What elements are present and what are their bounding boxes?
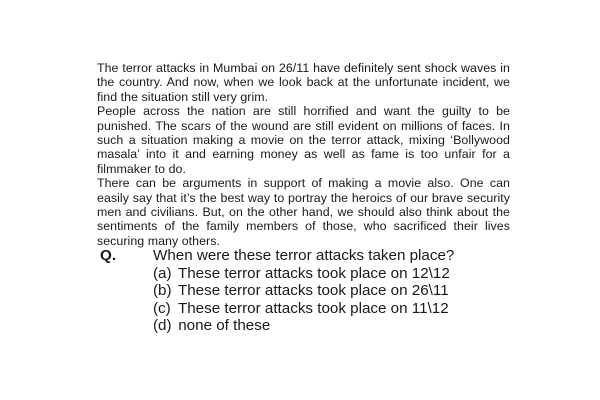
paragraph-1: The terror attacks in Mumbai on 26/11 have definitely sent shock waves in the country. And now, when we look back at the unfortunate incident, we find the situation still very grim. — [97, 61, 510, 104]
options-list — [153, 265, 520, 335]
option-b[interactable] — [153, 282, 520, 300]
paragraph-2: People across the nation are still horrified and want the guilty to be punished. The scars of the wound are still evident on millions of faces. In such a situation making a movie on the terror attack, mixing ‘Bollywood masala’ into it and earning money as well as fame is too unfair for a filmmaker to do. — [97, 104, 510, 176]
paragraph-3: There can be arguments in support of making a movie also. One can easily say that it’s the best way to portray the heroics of our brave security men and civilians. But, on the other hand, we should also think about the sentiments of the family members of those, who sacrificed their lives securing many others. — [97, 176, 510, 248]
option-a-text: These terror attacks took place on 12\12 — [177, 264, 450, 282]
option-c-key: (c) — [153, 299, 171, 317]
option-a-key: (a) — [153, 264, 172, 282]
option-d-key: (d) — [153, 317, 172, 334]
option-a[interactable] — [153, 265, 520, 283]
option-b-text: These terror attacks took place on 26\11 — [177, 282, 449, 299]
option-c[interactable] — [153, 300, 520, 318]
question-label: Q. — [100, 247, 117, 264]
option-d[interactable] — [153, 317, 520, 335]
passage — [97, 61, 510, 248]
option-b-key: (b) — [153, 282, 172, 299]
question-block — [100, 247, 520, 350]
question-text: When were these terror attacks taken place? — [153, 247, 455, 264]
option-d-text: none of these — [178, 317, 271, 334]
option-c-text: These terror attacks took place on 11\12 — [177, 299, 449, 317]
